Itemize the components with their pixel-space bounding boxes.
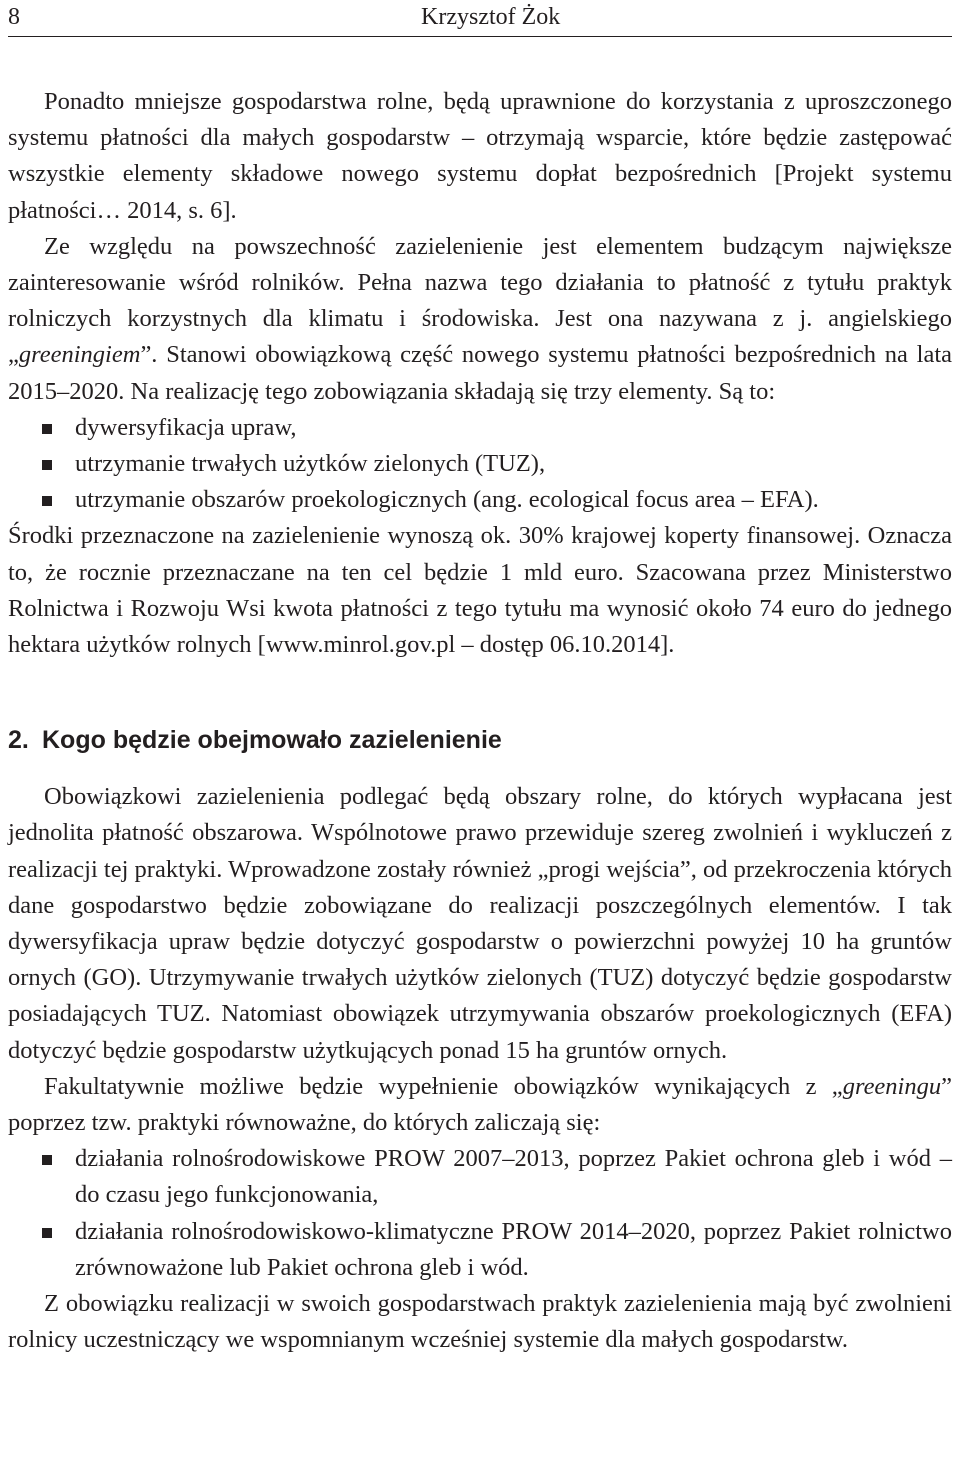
list-item-text: utrzymanie obszarów proekologicznych (ang. ecological focus area – EFA). [75,486,819,514]
author-running-head: Krzysztof Żok [421,4,561,30]
body-text [8,84,952,1359]
list-item [8,410,952,446]
paragraph-text: ”. Stanowi obowiązkową część nowego systemu płatności bezpośrednich na lata 2015–2020. Na realizację tego zobowiązania składają się trzy elementy. Są to: [8,341,952,405]
section-heading [8,722,952,758]
italic-term: greeningiem [18,341,141,369]
list-item [8,1214,952,1286]
running-header [8,0,952,37]
equivalent-practices-list [8,1141,952,1286]
list-item-text: działania rolnośrodowiskowo-klimatyczne PROW 2014–2020, poprzez Pakiet rolnictwo zrównoważone lub Pakiet ochrona gleb i wód. [75,1217,952,1281]
square-bullet-icon [42,460,52,470]
section-title: Kogo będzie obejmowało zazielenienie [42,726,502,755]
paragraph-text: Ze względu na powszechność zazielenienie jest elementem budzącym największe zainteresowanie wśród rolników. Pełna nazwa tego działania to płatność z tytułu praktyk rolniczych korzystnych dla klimatu i środowiska. Jest ona nazywana z j. angielskiego „ [8,232,952,369]
page-number: 8 [8,4,20,30]
list-item [8,482,952,518]
square-bullet-icon [42,424,52,434]
paragraph-small-farms: Ponadto mniejsze gospodarstwa rolne, będą uprawnione do korzystania z uproszczonego systemu płatności dla małych gospodarstw – otrzymają wsparcie, które będzie zastępować wszystkie elementy składowe nowego systemu dopłat bezpośrednich [Projekt systemu płatności… 2014, s. 6]. [8,88,952,224]
paragraph-text: Fakultatywnie możliwe będzie wypełnienie obowiązków wynikających z „ [44,1072,843,1100]
list-item-text: działania rolnośrodowiskowe PROW 2007–2013, poprzez Pakiet ochrona gleb i wód – do czasu jego funkcjonowania, [75,1145,952,1209]
paragraph-greening-definition [8,229,952,410]
paragraph-funding: Środki przeznaczone na zazielenienie wynoszą ok. 30% krajowej koperty finansowej. Oznacza to, że rocznie przeznaczane na ten cel będzie 1 mld euro. Szacowana przez Ministerstwo Rolnictwa i Rozwoju Wsi kwota płatności z tego tytułu ma wynosić około 74 euro do jednego hektara użytków rolnych [www.minrol.gov.pl – dostęp 06.10.2014]. [8,522,952,659]
square-bullet-icon [42,1228,52,1238]
list-item [8,1141,952,1213]
list-item-text: dywersyfikacja upraw, [75,413,297,441]
section-number: 2. [8,726,29,755]
paragraph-obligations: Obowiązkowi zazielenienia podlegać będą obszary rolne, do których wypłacana jest jednolita płatność obszarowa. Wspólnotowe prawo przewiduje szereg zwolnień i wykluczeń z realizacji tej praktyki. Wprowadzone zostały również „progi wejścia”, od przekroczenia których dane gospodarstwo będzie zobowiązane do realizacji poszczególnych elementów. I tak dywersyfikacja upraw będzie dotyczyć gospodarstw o powierzchni powyżej 10 ha gruntów ornych (GO). Utrzymywanie trwałych użytków zielonych (TUZ) dotyczyć będzie gospodarstw posiadających TUZ. Natomiast obowiązek utrzymywania obszarów proekologicznych (EFA) dotyczyć będzie gospodarstw użytkujących ponad 15 ha gruntów ornych. [8,783,952,1064]
paragraph-equivalent-practices [8,1069,952,1141]
paragraph-exemption: Z obowiązku realizacji w swoich gospodarstwach praktyk zazielenienia mają być zwolnieni rolnicy uczestniczący we wspomnianym wcześniej systemie dla małych gospodarstw. [8,1290,952,1354]
list-item [8,446,952,482]
greening-elements-list [8,410,952,519]
square-bullet-icon [42,1155,52,1165]
square-bullet-icon [42,496,52,506]
paragraph-text: ” poprzez tzw. praktyki równoważne, do których zaliczają się: [8,1072,952,1137]
italic-term: greeningu [842,1072,942,1100]
list-item-text: utrzymanie trwałych użytków zielonych (TUZ), [75,450,546,478]
